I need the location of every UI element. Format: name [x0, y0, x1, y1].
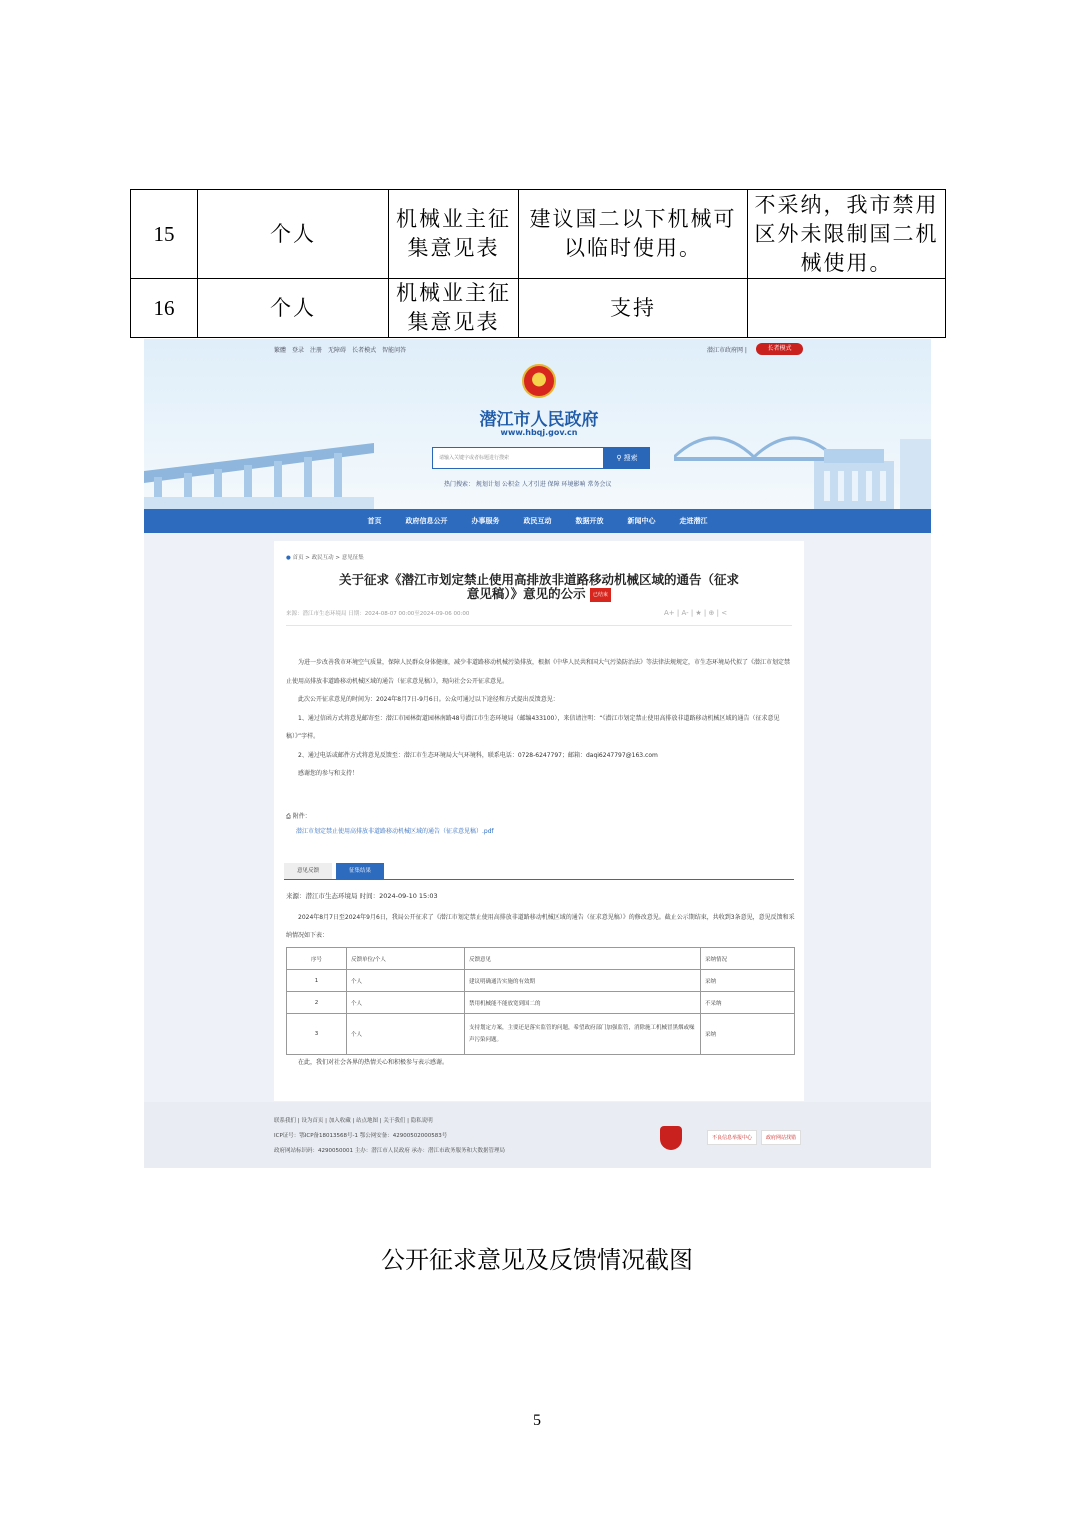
table-row	[287, 1014, 795, 1055]
row-type: 个人	[198, 190, 389, 279]
main-nav	[144, 509, 931, 533]
feedback-meta: 来源：潜江市生态环境局 时间：2024-09-10 15:03	[286, 892, 438, 900]
figure-caption: 公开征求意见及反馈情况截图	[381, 1246, 693, 1274]
cell: 个人	[347, 992, 465, 1014]
article-meta: 来源：潜江市生态环境局 日期：2024-08-07 00:00至2024-09-06 00:00	[286, 611, 470, 617]
column-header: 采纳情况	[701, 948, 795, 970]
cell: 建议明确通告实施的有效期	[465, 970, 701, 992]
row-type: 个人	[198, 279, 389, 338]
website-screenshot	[144, 339, 931, 1168]
top-link[interactable]: 智能问答	[382, 347, 407, 354]
article-panel	[274, 541, 804, 1101]
row-source: 机械业主征集意见表	[389, 190, 519, 279]
site-error-logo[interactable]: 政府网站找错	[761, 1130, 801, 1145]
site-banner	[144, 339, 931, 509]
nav-interaction[interactable]: 政民互动	[523, 517, 552, 525]
attachment-icon: ⎙	[286, 813, 293, 820]
feedback-text: 2024年8月7日至2024年9月6日，我局公开征求了《潜江市划定禁止使用高排放非道路移动机械区域的通告（征求意见稿）》的修改意见。截止公示期结束，共收到3条意见，意见反馈和采纳情况如下表：	[286, 914, 795, 939]
cell: 3	[287, 1014, 347, 1055]
row-opinion: 建议国二以下机械可以临时使用。	[519, 190, 748, 279]
report-center-logo[interactable]: 不良信息举报中心	[707, 1130, 757, 1145]
cell: 采纳	[701, 970, 795, 992]
footer-sponsor: 政府网站标识码：4290050001 主办：潜江市人民政府 承办：潜江市政务服务和大数据管理局	[274, 1148, 505, 1154]
top-right-link[interactable]: 潜江市政府网 |	[707, 347, 747, 354]
status-badge: 已结束	[590, 588, 611, 602]
article-paragraph: 感谢您的参与和支持！	[298, 770, 359, 777]
search-input[interactable]: 请输入关键字或者标题进行搜索	[432, 447, 604, 469]
feedback-tabs	[284, 863, 388, 879]
column-header: 反馈意见	[465, 948, 701, 970]
top-link[interactable]: 登录	[292, 347, 305, 354]
search-button-label: 搜索	[623, 454, 638, 462]
top-link[interactable]: 长者模式	[352, 347, 377, 354]
nav-services[interactable]: 办事服务	[471, 517, 500, 525]
table-row	[131, 279, 946, 338]
article-tools[interactable]: A+ | A- | ★ | ⊕ | <	[664, 609, 728, 617]
table-header-row	[287, 948, 795, 970]
attachment-link[interactable]: 潜江市划定禁止使用高排放非道路移动机械区域的通告（征求意见稿）.pdf	[296, 828, 494, 835]
site-title: 潜江市人民政府	[479, 410, 599, 430]
nav-gov-info[interactable]: 政府信息公开	[405, 517, 448, 525]
search-icon: ⚲	[616, 454, 624, 462]
row-handling	[748, 279, 946, 338]
table-row	[131, 190, 946, 279]
cell: 个人	[347, 970, 465, 992]
top-links	[274, 345, 406, 354]
footer-icp: ICP证号：鄂ICP备18013568号-1 鄂公网安备：42900502000583号	[274, 1133, 448, 1139]
feedback-table	[286, 947, 795, 1055]
site-footer	[144, 1102, 931, 1168]
cell: 2	[287, 992, 347, 1014]
national-emblem-icon	[522, 364, 556, 398]
party-gov-badge-icon[interactable]	[660, 1126, 682, 1150]
hot-words[interactable]: 热门搜索： 规划计划 公积金 人才引进 保障 环境影响 常务会议	[444, 481, 612, 488]
top-link[interactable]: 无障碍	[328, 347, 347, 354]
article-title	[334, 573, 744, 602]
tab-feedback[interactable]: 意见反馈	[284, 863, 332, 879]
article-paragraph: 1、通过信函方式将意见邮寄至：潜江市园林街道园林南路48号潜江市生态环境局（邮编433100），来信请注明：“《潜江市划定禁止使用高排放非道路移动机械区域的通告（征求意见稿）》”字样。	[286, 714, 780, 740]
top-link[interactable]: 注册	[310, 347, 323, 354]
row-handling: 不采纳，我市禁用区外未限制国二机械使用。	[748, 190, 946, 279]
city-illustration	[674, 409, 931, 509]
divider	[286, 625, 792, 626]
table-row	[287, 970, 795, 992]
site-url: www.hbqj.gov.cn	[500, 428, 578, 437]
cell: 个人	[347, 1014, 465, 1055]
nav-about[interactable]: 走进潜江	[679, 517, 708, 525]
breadcrumb-text[interactable]: 首页 > 政民互动 > 意见征集	[292, 555, 364, 561]
article-paragraph: 2、通过电话或邮件方式将意见反馈至：潜江市生态环境局大气环境科，联系电话：0728-6247797；邮箱：daqi6247797@163.com	[298, 751, 658, 759]
tab-results[interactable]: 征集结果	[336, 863, 384, 879]
location-icon: ●	[286, 555, 293, 561]
nav-home[interactable]: 首页	[367, 517, 382, 525]
column-header: 序号	[287, 948, 347, 970]
feedback-closing: 在此，我们对社会各界的热情关心和积极参与表示感谢。	[298, 1059, 449, 1066]
row-number: 16	[131, 279, 198, 338]
article-paragraph: 此次公开征求意见的时间为：2024年8月7日-9月6日。公众可通过以下途径和方式提出反馈意见：	[298, 696, 559, 703]
row-opinion: 支持	[519, 279, 748, 338]
cell: 支持划定方案，主要还是落实监管的问题，希望政府部门加强监管，消除施工机械冒黑烟或噪声污染问题。	[465, 1014, 701, 1055]
elder-mode-button[interactable]: 长者模式	[756, 343, 803, 355]
row-source: 机械业主征集意见表	[389, 279, 519, 338]
row-number: 15	[131, 190, 198, 279]
nav-news[interactable]: 新闻中心	[627, 517, 656, 525]
nav-open-data[interactable]: 数据开放	[575, 517, 604, 525]
cell: 禁用机械能不能放宽到国二的	[465, 992, 701, 1014]
article-paragraph: 为进一步改善我市环境空气质量，保障人民群众身体健康，减少非道路移动机械污染排放，根据《中华人民共和国大气污染防治法》等法律法规规定，市生态环境局代拟了《潜江市划定禁止使用高排放非道路移动机械区域的通告（征求意见稿）》，现向社会公开征求意见。	[286, 659, 791, 685]
page-number: 5	[533, 1412, 541, 1429]
article-title-text: 关于征求《潜江市划定禁止使用高排放非道路移动机械区域的通告（征求意见稿）》意见的公示	[338, 572, 739, 601]
article-body	[286, 654, 794, 784]
top-link[interactable]: 繁體	[274, 347, 287, 354]
search-button[interactable]	[604, 447, 650, 469]
table-row	[287, 992, 795, 1014]
column-header: 反馈单位/个人	[347, 948, 465, 970]
opinion-table	[130, 189, 946, 338]
divider	[284, 879, 794, 880]
cell: 采纳	[701, 1014, 795, 1055]
breadcrumb	[286, 553, 364, 561]
cell: 不采纳	[701, 992, 795, 1014]
footer-links[interactable]: 联系我们 | 设为首页 | 加入收藏 | 站点地图 | 关于我们 | 隐私说明	[274, 1118, 433, 1124]
cell: 1	[287, 970, 347, 992]
attachment-label-text: 附件：	[292, 813, 311, 820]
bridge-illustration	[144, 431, 374, 509]
attachment-label	[286, 811, 311, 821]
